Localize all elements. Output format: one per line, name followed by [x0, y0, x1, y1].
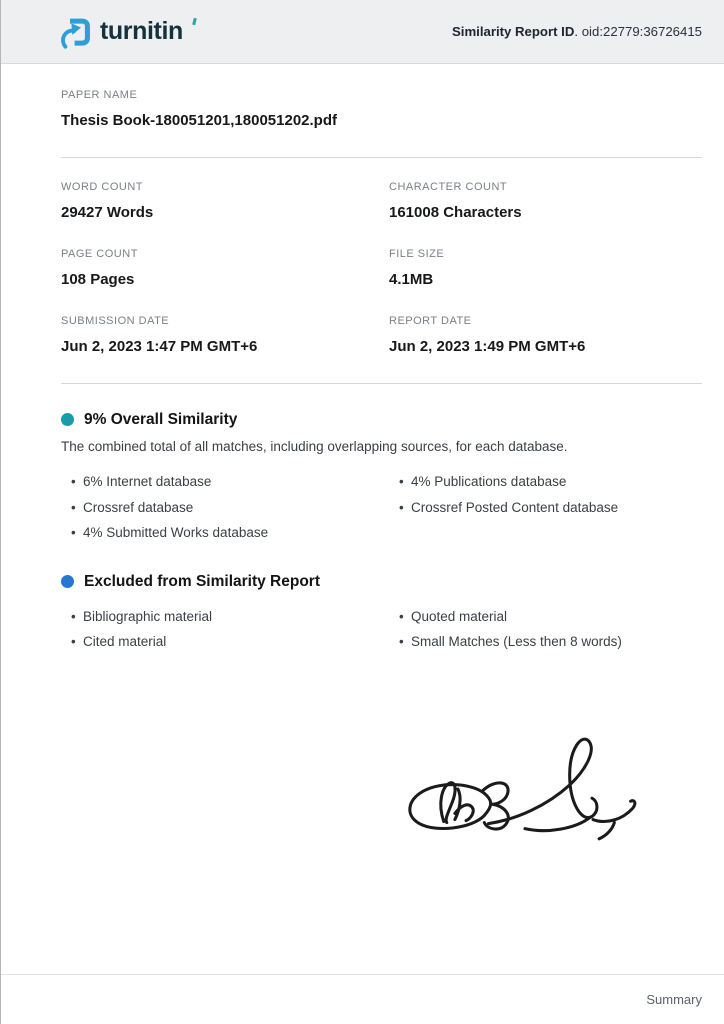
report-header — [1, 0, 724, 64]
stat-value: 161008 Characters — [389, 204, 522, 221]
similarity-database-list — [61, 469, 702, 546]
stat-label: CHARACTER COUNT — [389, 181, 508, 193]
excluded-section — [61, 571, 702, 655]
overall-similarity-title: 9% Overall Similarity — [84, 411, 238, 428]
stat-value: 108 Pages — [61, 271, 135, 288]
list-item: • 4% Submitted Works database — [71, 520, 389, 546]
report-id — [452, 24, 702, 39]
excluded-title: Excluded from Similarity Report — [84, 572, 320, 590]
report-body — [1, 64, 724, 655]
list-item: • Crossref Posted Content database — [399, 495, 702, 521]
list-item: • Quoted material — [399, 604, 702, 630]
list-item: • Bibliographic material — [71, 604, 389, 630]
report-id-label: Similarity Report ID — [451, 24, 575, 39]
similarity-list-right — [389, 469, 702, 546]
similarity-list-left — [61, 469, 389, 546]
stat-file-size — [389, 248, 702, 290]
list-item: • 4% Publications database — [399, 469, 702, 495]
stat-value: 29427 Words — [61, 204, 154, 221]
stat-page-count — [61, 248, 389, 290]
page-footer — [1, 974, 724, 1024]
turnitin-logo-icon — [59, 14, 92, 50]
handwritten-signature — [397, 724, 657, 853]
list-item: • Small Matches (Less then 8 words) — [399, 629, 702, 655]
stat-value: Jun 2, 2023 1:49 PM GMT+6 — [389, 338, 586, 355]
paper-name-value: Thesis Book-180051201,180051202.pdf — [61, 112, 337, 129]
stat-character-count — [389, 181, 702, 223]
excluded-heading — [61, 571, 702, 592]
stat-label: WORD COUNT — [61, 181, 143, 193]
section-divider — [61, 157, 702, 158]
list-item: • 6% Internet database — [71, 469, 389, 495]
footer-summary-label: Summary — [646, 992, 702, 1007]
brand-wordmark: turnitin — [100, 16, 183, 45]
overall-similarity-description: The combined total of all matches, including overlapping sources, for each database. — [61, 439, 568, 454]
stat-submission-date — [61, 315, 389, 357]
trademark-tick-icon — [192, 17, 197, 25]
stat-label: SUBMISSION DATE — [61, 315, 170, 327]
list-item: • Crossref database — [71, 495, 389, 521]
stat-label: PAGE COUNT — [61, 248, 138, 260]
excluded-list-right — [389, 604, 702, 655]
list-item: • Cited material — [71, 629, 389, 655]
stat-value: Jun 2, 2023 1:47 PM GMT+6 — [61, 338, 258, 355]
stat-label: REPORT DATE — [389, 315, 472, 327]
overall-similarity-heading — [61, 409, 702, 430]
blue-dot-icon — [61, 575, 74, 588]
excluded-list-left — [61, 604, 389, 655]
paper-name-label: PAPER NAME — [61, 89, 138, 101]
stat-label: FILE SIZE — [389, 248, 445, 260]
section-divider — [61, 383, 702, 384]
stat-value: 4.1MB — [389, 271, 434, 288]
turnitin-logo — [59, 14, 196, 50]
overall-similarity-section — [61, 409, 702, 546]
stat-report-date — [389, 315, 702, 357]
excluded-list — [61, 604, 702, 655]
teal-dot-icon — [61, 413, 74, 426]
stat-word-count — [61, 181, 389, 223]
stats-grid — [61, 181, 702, 357]
paper-name-block — [61, 89, 702, 131]
report-id-separator: . — [574, 24, 579, 39]
report-id-value: oid:22779:36726415 — [581, 24, 702, 39]
